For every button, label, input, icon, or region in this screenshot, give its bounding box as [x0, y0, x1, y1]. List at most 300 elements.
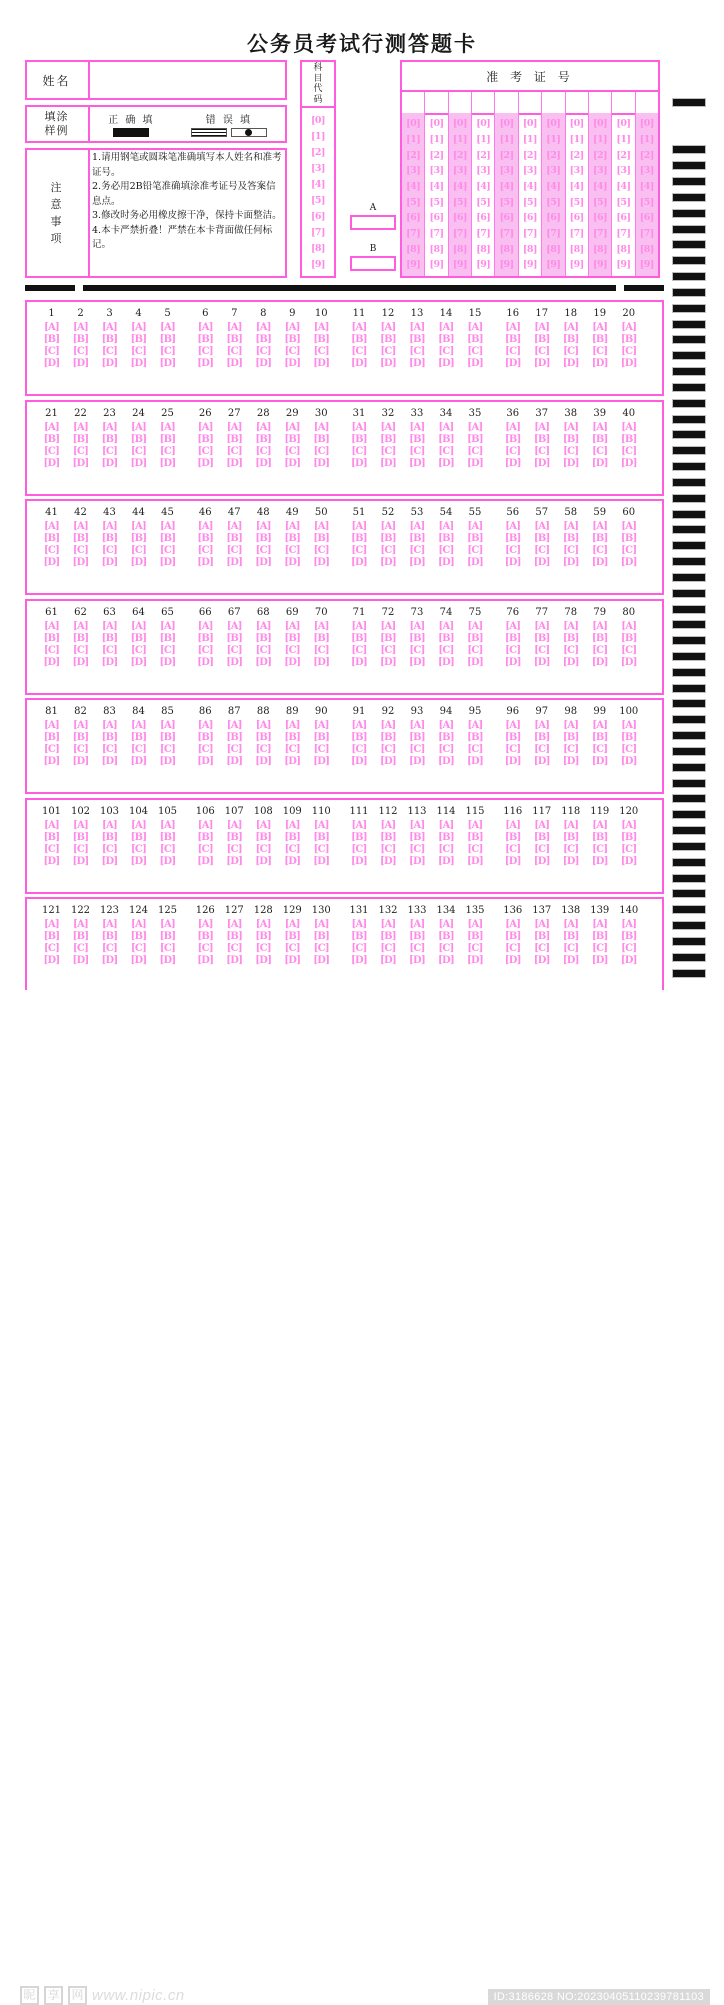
answer-bubble[interactable]: [C]: [130, 346, 147, 357]
subject-code-bubble[interactable]: [2]: [310, 147, 326, 159]
answer-bubble[interactable]: [B]: [130, 632, 147, 644]
answer-bubble[interactable]: [A]: [255, 620, 271, 632]
answer-bubble[interactable]: [C]: [592, 943, 608, 954]
answer-bubble[interactable]: [C]: [72, 744, 89, 755]
answer-bubble[interactable]: [D]: [159, 756, 176, 767]
answer-bubble[interactable]: [B]: [504, 533, 521, 544]
answer-bubble[interactable]: [B]: [43, 533, 60, 544]
answer-bubble[interactable]: [C]: [563, 843, 579, 855]
answer-bubble[interactable]: [B]: [409, 632, 425, 644]
answer-bubble[interactable]: [A]: [621, 819, 637, 831]
exam-number-bubble[interactable]: [0]: [569, 118, 584, 130]
answer-bubble[interactable]: [D]: [313, 557, 330, 568]
exam-number-write-cell[interactable]: [566, 92, 588, 113]
exam-number-bubble[interactable]: [1]: [616, 133, 631, 145]
exam-number-bubble-column[interactable]: [566, 113, 588, 276]
answer-bubble[interactable]: [A]: [284, 819, 300, 831]
answer-bubble[interactable]: [B]: [72, 632, 89, 644]
answer-bubble[interactable]: [D]: [43, 457, 60, 469]
answer-bubble[interactable]: [B]: [197, 632, 214, 644]
exam-number-bubble[interactable]: [5]: [429, 196, 444, 208]
exam-number-bubble[interactable]: [4]: [593, 180, 608, 192]
exam-number-bubble[interactable]: [3]: [593, 165, 608, 177]
answer-bubble[interactable]: [C]: [534, 445, 550, 457]
answer-bubble[interactable]: [A]: [592, 521, 608, 532]
answer-bubble[interactable]: [B]: [504, 931, 521, 942]
answer-bubble[interactable]: [C]: [255, 943, 271, 954]
answer-bubble[interactable]: [B]: [591, 831, 608, 843]
answer-bubble[interactable]: [C]: [72, 445, 89, 457]
answer-bubble[interactable]: [A]: [438, 919, 454, 930]
answer-bubble[interactable]: [B]: [101, 831, 118, 843]
answer-bubble[interactable]: [A]: [130, 620, 147, 632]
answer-bubble[interactable]: [B]: [159, 433, 176, 445]
answer-bubble[interactable]: [B]: [620, 831, 637, 843]
answer-bubble[interactable]: [C]: [534, 346, 550, 357]
exam-number-bubble[interactable]: [5]: [499, 196, 514, 208]
answer-bubble[interactable]: [B]: [284, 732, 301, 743]
answer-bubble[interactable]: [D]: [101, 457, 118, 469]
answer-bubble[interactable]: [C]: [592, 445, 608, 457]
answer-bubble[interactable]: [C]: [226, 843, 242, 855]
answer-bubble[interactable]: [C]: [101, 943, 118, 954]
answer-bubble[interactable]: [C]: [534, 843, 550, 855]
answer-bubble[interactable]: [D]: [620, 756, 637, 767]
answer-bubble[interactable]: [A]: [226, 421, 242, 433]
exam-number-bubble[interactable]: [7]: [452, 227, 467, 239]
exam-number-bubble[interactable]: [8]: [499, 243, 514, 255]
answer-bubble[interactable]: [B]: [438, 433, 454, 445]
answer-bubble[interactable]: [D]: [72, 457, 89, 469]
exam-number-bubble[interactable]: [2]: [499, 149, 514, 161]
exam-number-bubble[interactable]: [5]: [452, 196, 467, 208]
answer-bubble[interactable]: [B]: [467, 732, 483, 743]
answer-bubble[interactable]: [A]: [72, 421, 89, 433]
answer-bubble[interactable]: [B]: [562, 334, 579, 345]
answer-bubble[interactable]: [B]: [226, 433, 243, 445]
answer-bubble[interactable]: [D]: [313, 656, 330, 668]
answer-bubble[interactable]: [B]: [467, 931, 483, 942]
exam-number-bubble[interactable]: [3]: [522, 165, 538, 177]
answer-bubble[interactable]: [C]: [43, 445, 60, 457]
answer-bubble[interactable]: [B]: [130, 831, 147, 843]
answer-bubble[interactable]: [B]: [562, 433, 579, 445]
answer-bubble[interactable]: [C]: [313, 943, 329, 954]
answer-bubble[interactable]: [D]: [284, 358, 301, 369]
exam-number-bubble[interactable]: [7]: [522, 227, 538, 239]
answer-bubble[interactable]: [A]: [505, 919, 521, 930]
answer-bubble[interactable]: [C]: [467, 445, 483, 457]
answer-bubble[interactable]: [B]: [562, 931, 579, 942]
answer-bubble[interactable]: [D]: [350, 557, 368, 568]
answer-bubble[interactable]: [A]: [351, 421, 367, 433]
answer-bubble[interactable]: [B]: [409, 732, 425, 743]
subject-code-bubble[interactable]: [5]: [310, 195, 326, 207]
answer-bubble[interactable]: [C]: [284, 644, 300, 656]
answer-bubble[interactable]: [D]: [562, 557, 579, 568]
answer-bubble[interactable]: [C]: [621, 346, 637, 357]
exam-number-bubble[interactable]: [3]: [616, 165, 631, 177]
answer-bubble[interactable]: [D]: [466, 855, 484, 867]
answer-bubble[interactable]: [A]: [255, 720, 271, 731]
answer-bubble[interactable]: [B]: [43, 433, 60, 445]
answer-bubble[interactable]: [A]: [313, 919, 329, 930]
exam-number-write-cell[interactable]: [519, 92, 541, 113]
answer-bubble[interactable]: [D]: [72, 855, 89, 867]
answer-bubble[interactable]: [B]: [380, 433, 396, 445]
answer-bubble[interactable]: [B]: [591, 732, 608, 743]
answer-bubble[interactable]: [C]: [43, 346, 60, 357]
answer-bubble[interactable]: [C]: [313, 346, 329, 357]
answer-bubble[interactable]: [C]: [409, 346, 425, 357]
answer-bubble[interactable]: [A]: [409, 919, 425, 930]
answer-bubble[interactable]: [B]: [591, 433, 608, 445]
answer-bubble[interactable]: [A]: [255, 919, 271, 930]
exam-number-bubble[interactable]: [9]: [406, 259, 421, 271]
answer-bubble[interactable]: [D]: [313, 855, 330, 867]
answer-bubble[interactable]: [C]: [43, 943, 60, 954]
answer-bubble[interactable]: [A]: [226, 919, 242, 930]
answer-bubble[interactable]: [C]: [621, 943, 637, 954]
answer-bubble[interactable]: [A]: [438, 819, 454, 831]
answer-bubble[interactable]: [D]: [43, 855, 60, 867]
answer-bubble[interactable]: [B]: [351, 831, 367, 843]
exam-number-bubble[interactable]: [2]: [546, 149, 561, 161]
answer-bubble[interactable]: [B]: [130, 533, 147, 544]
answer-bubble[interactable]: [D]: [533, 756, 550, 767]
exam-number-column[interactable]: [542, 92, 565, 276]
answer-bubble[interactable]: [C]: [505, 744, 521, 755]
exam-number-bubble[interactable]: [4]: [616, 180, 631, 192]
exam-number-bubble[interactable]: [9]: [616, 259, 631, 271]
answer-bubble[interactable]: [A]: [43, 322, 60, 333]
answer-bubble[interactable]: [D]: [101, 656, 118, 668]
answer-bubble[interactable]: [D]: [562, 855, 579, 867]
answer-bubble[interactable]: [B]: [313, 931, 330, 942]
answer-bubble[interactable]: [C]: [563, 545, 579, 556]
answer-bubble[interactable]: [A]: [226, 322, 242, 333]
answer-bubble[interactable]: [A]: [505, 521, 521, 532]
field-a-input[interactable]: [350, 215, 396, 230]
answer-bubble[interactable]: [B]: [72, 433, 89, 445]
answer-bubble[interactable]: [B]: [43, 334, 60, 345]
answer-bubble[interactable]: [D]: [284, 457, 301, 469]
answer-bubble[interactable]: [A]: [284, 919, 300, 930]
answer-bubble[interactable]: [D]: [226, 955, 243, 966]
answer-bubble[interactable]: [D]: [313, 955, 330, 966]
answer-bubble[interactable]: [D]: [197, 756, 214, 767]
answer-bubble[interactable]: [D]: [437, 656, 455, 668]
answer-bubble[interactable]: [C]: [284, 843, 300, 855]
answer-bubble[interactable]: [D]: [197, 955, 214, 966]
answer-bubble[interactable]: [A]: [380, 322, 396, 333]
answer-bubble[interactable]: [B]: [130, 931, 147, 942]
answer-bubble[interactable]: [B]: [533, 632, 550, 644]
answer-bubble[interactable]: [C]: [438, 744, 454, 755]
answer-bubble[interactable]: [B]: [504, 632, 521, 644]
answer-bubble[interactable]: [D]: [197, 457, 214, 469]
answer-bubble[interactable]: [A]: [467, 521, 483, 532]
answer-bubble[interactable]: [A]: [563, 421, 579, 433]
answer-bubble[interactable]: [A]: [505, 819, 521, 831]
answer-bubble[interactable]: [B]: [409, 433, 425, 445]
exam-number-bubble[interactable]: [0]: [429, 118, 444, 130]
answer-bubble[interactable]: [D]: [284, 855, 301, 867]
answer-bubble[interactable]: [D]: [226, 855, 243, 867]
exam-number-bubble[interactable]: [5]: [593, 196, 608, 208]
answer-bubble[interactable]: [D]: [620, 855, 637, 867]
exam-number-bubble[interactable]: [0]: [452, 118, 467, 130]
exam-number-bubble[interactable]: [6]: [616, 212, 631, 224]
answer-bubble[interactable]: [D]: [159, 855, 176, 867]
exam-number-column[interactable]: [425, 92, 448, 276]
answer-bubble[interactable]: [A]: [226, 620, 242, 632]
answer-bubble[interactable]: [D]: [591, 656, 608, 668]
answer-bubble[interactable]: [C]: [505, 843, 521, 855]
exam-number-bubble[interactable]: [9]: [639, 259, 654, 271]
exam-number-bubble[interactable]: [6]: [429, 212, 444, 224]
answer-bubble[interactable]: [C]: [563, 445, 579, 457]
answer-bubble[interactable]: [C]: [467, 843, 483, 855]
answer-bubble[interactable]: [A]: [592, 322, 608, 333]
exam-number-column[interactable]: [495, 92, 518, 276]
answer-bubble[interactable]: [A]: [505, 421, 521, 433]
exam-number-bubble[interactable]: [3]: [499, 165, 514, 177]
exam-number-bubble-column[interactable]: [495, 113, 517, 276]
answer-bubble[interactable]: [A]: [467, 421, 483, 433]
answer-bubble[interactable]: [D]: [379, 955, 397, 966]
answer-bubble[interactable]: [D]: [504, 358, 521, 369]
answer-bubble[interactable]: [A]: [43, 521, 60, 532]
exam-number-bubble[interactable]: [7]: [429, 227, 444, 239]
answer-bubble[interactable]: [D]: [591, 855, 608, 867]
exam-number-bubble[interactable]: [3]: [546, 165, 561, 177]
exam-number-bubble[interactable]: [7]: [639, 227, 654, 239]
answer-bubble[interactable]: [C]: [284, 346, 300, 357]
answer-bubble[interactable]: [D]: [255, 955, 272, 966]
answer-bubble[interactable]: [B]: [438, 732, 454, 743]
exam-number-bubble-column[interactable]: [612, 113, 634, 276]
answer-bubble[interactable]: [A]: [534, 421, 550, 433]
answer-bubble[interactable]: [A]: [72, 521, 89, 532]
answer-bubble[interactable]: [C]: [409, 943, 425, 954]
answer-bubble[interactable]: [C]: [592, 744, 608, 755]
answer-bubble[interactable]: [C]: [43, 843, 60, 855]
exam-number-bubble[interactable]: [6]: [406, 212, 421, 224]
exam-number-column[interactable]: [566, 92, 589, 276]
answer-bubble[interactable]: [C]: [467, 644, 483, 656]
answer-bubble[interactable]: [D]: [350, 358, 368, 369]
answer-bubble[interactable]: [B]: [43, 632, 60, 644]
answer-bubble[interactable]: [C]: [159, 445, 176, 457]
subject-code-bubble[interactable]: [3]: [310, 163, 326, 175]
answer-bubble[interactable]: [B]: [255, 433, 272, 445]
answer-bubble[interactable]: [C]: [351, 445, 367, 457]
answer-bubble[interactable]: [D]: [437, 457, 455, 469]
answer-bubble[interactable]: [A]: [380, 521, 396, 532]
answer-bubble[interactable]: [D]: [504, 855, 521, 867]
answer-bubble[interactable]: [C]: [313, 445, 329, 457]
answer-bubble[interactable]: [C]: [438, 445, 454, 457]
answer-bubble[interactable]: [B]: [467, 334, 483, 345]
answer-bubble[interactable]: [C]: [101, 644, 118, 656]
answer-bubble[interactable]: [B]: [438, 533, 454, 544]
answer-bubble[interactable]: [B]: [284, 533, 301, 544]
answer-bubble[interactable]: [A]: [438, 720, 454, 731]
answer-bubble[interactable]: [D]: [437, 756, 455, 767]
answer-bubble[interactable]: [C]: [467, 545, 483, 556]
answer-bubble[interactable]: [A]: [159, 521, 176, 532]
answer-bubble[interactable]: [C]: [72, 843, 89, 855]
exam-number-bubble[interactable]: [8]: [406, 243, 421, 255]
answer-bubble[interactable]: [B]: [504, 732, 521, 743]
answer-bubble[interactable]: [C]: [197, 843, 213, 855]
answer-bubble[interactable]: [A]: [621, 421, 637, 433]
answer-bubble[interactable]: [C]: [130, 545, 147, 556]
answer-bubble[interactable]: [C]: [313, 744, 329, 755]
exam-number-bubble-column[interactable]: [402, 113, 424, 276]
answer-bubble[interactable]: [A]: [313, 421, 329, 433]
answer-bubble[interactable]: [B]: [438, 931, 454, 942]
exam-number-bubble[interactable]: [3]: [429, 165, 444, 177]
answer-bubble[interactable]: [A]: [159, 421, 176, 433]
answer-bubble[interactable]: [D]: [72, 756, 89, 767]
answer-bubble[interactable]: [D]: [562, 656, 579, 668]
answer-bubble[interactable]: [A]: [467, 819, 483, 831]
answer-bubble[interactable]: [D]: [437, 557, 455, 568]
name-input[interactable]: [94, 60, 282, 100]
answer-bubble[interactable]: [C]: [130, 843, 147, 855]
exam-number-bubble-column[interactable]: [425, 113, 447, 276]
answer-bubble[interactable]: [A]: [534, 720, 550, 731]
answer-bubble[interactable]: [B]: [226, 732, 243, 743]
exam-number-bubble[interactable]: [6]: [569, 212, 584, 224]
answer-bubble[interactable]: [A]: [101, 620, 118, 632]
answer-bubble[interactable]: [B]: [226, 533, 243, 544]
answer-bubble[interactable]: [C]: [43, 744, 60, 755]
answer-bubble[interactable]: [D]: [408, 358, 426, 369]
answer-bubble[interactable]: [C]: [197, 943, 213, 954]
answer-bubble[interactable]: [D]: [101, 955, 118, 966]
answer-bubble[interactable]: [B]: [620, 433, 637, 445]
answer-bubble[interactable]: [A]: [197, 322, 213, 333]
answer-bubble[interactable]: [A]: [621, 521, 637, 532]
answer-bubble[interactable]: [B]: [43, 732, 60, 743]
exam-number-column[interactable]: [636, 92, 658, 276]
subject-code-bubble[interactable]: [4]: [310, 179, 326, 191]
answer-bubble[interactable]: [B]: [255, 533, 272, 544]
answer-bubble[interactable]: [A]: [255, 819, 271, 831]
answer-bubble[interactable]: [B]: [226, 632, 243, 644]
answer-bubble[interactable]: [A]: [101, 720, 118, 731]
answer-bubble[interactable]: [A]: [159, 919, 176, 930]
answer-bubble[interactable]: [B]: [313, 533, 330, 544]
answer-bubble[interactable]: [C]: [380, 843, 396, 855]
answer-bubble[interactable]: [B]: [504, 831, 521, 843]
exam-number-bubble[interactable]: [2]: [452, 149, 467, 161]
answer-bubble[interactable]: [D]: [313, 756, 330, 767]
answer-bubble[interactable]: [D]: [284, 955, 301, 966]
answer-bubble[interactable]: [B]: [72, 831, 89, 843]
answer-bubble[interactable]: [B]: [351, 533, 367, 544]
answer-bubble[interactable]: [A]: [592, 421, 608, 433]
answer-bubble[interactable]: [C]: [226, 943, 242, 954]
answer-bubble[interactable]: [C]: [409, 644, 425, 656]
answer-bubble[interactable]: [B]: [591, 334, 608, 345]
exam-number-bubble[interactable]: [6]: [499, 212, 514, 224]
answer-bubble[interactable]: [D]: [159, 557, 176, 568]
answer-bubble[interactable]: [B]: [467, 831, 483, 843]
answer-bubble[interactable]: [D]: [591, 457, 608, 469]
answer-bubble[interactable]: [C]: [534, 644, 550, 656]
exam-number-bubble[interactable]: [3]: [476, 165, 491, 177]
answer-bubble[interactable]: [C]: [226, 445, 242, 457]
answer-bubble[interactable]: [A]: [284, 421, 300, 433]
answer-bubble[interactable]: [D]: [255, 855, 272, 867]
answer-bubble[interactable]: [C]: [592, 545, 608, 556]
exam-number-bubble[interactable]: [1]: [406, 133, 421, 145]
answer-bubble[interactable]: [D]: [43, 358, 60, 369]
answer-bubble[interactable]: [B]: [159, 533, 176, 544]
answer-bubble[interactable]: [A]: [130, 521, 147, 532]
answer-bubble[interactable]: [C]: [438, 843, 454, 855]
answer-bubble[interactable]: [C]: [159, 644, 176, 656]
exam-number-bubble[interactable]: [2]: [429, 149, 444, 161]
answer-bubble[interactable]: [D]: [466, 457, 484, 469]
answer-bubble[interactable]: [D]: [504, 557, 521, 568]
answer-bubble[interactable]: [A]: [534, 322, 550, 333]
answer-bubble[interactable]: [B]: [562, 632, 579, 644]
answer-bubble[interactable]: [D]: [43, 656, 60, 668]
answer-bubble[interactable]: [C]: [159, 843, 176, 855]
exam-number-bubble-column[interactable]: [589, 113, 611, 276]
answer-bubble[interactable]: [B]: [533, 831, 550, 843]
exam-number-bubble[interactable]: [8]: [546, 243, 561, 255]
answer-bubble[interactable]: [D]: [197, 358, 214, 369]
answer-bubble[interactable]: [A]: [130, 819, 147, 831]
answer-bubble[interactable]: [A]: [313, 620, 329, 632]
answer-bubble[interactable]: [D]: [533, 955, 550, 966]
answer-bubble[interactable]: [B]: [504, 334, 521, 345]
answer-bubble[interactable]: [C]: [255, 545, 271, 556]
answer-bubble[interactable]: [A]: [351, 521, 367, 532]
answer-bubble[interactable]: [A]: [592, 620, 608, 632]
answer-bubble[interactable]: [D]: [130, 656, 147, 668]
answer-bubble[interactable]: [D]: [466, 756, 484, 767]
answer-bubble[interactable]: [D]: [130, 557, 147, 568]
answer-bubble[interactable]: [C]: [255, 644, 271, 656]
answer-bubble[interactable]: [B]: [226, 831, 243, 843]
answer-bubble[interactable]: [D]: [130, 457, 147, 469]
answer-bubble[interactable]: [D]: [466, 358, 484, 369]
answer-bubble[interactable]: [B]: [313, 831, 330, 843]
exam-number-column[interactable]: [589, 92, 612, 276]
answer-bubble[interactable]: [B]: [533, 732, 550, 743]
answer-bubble[interactable]: [A]: [563, 521, 579, 532]
answer-bubble[interactable]: [A]: [226, 720, 242, 731]
answer-bubble[interactable]: [D]: [562, 756, 579, 767]
answer-bubble[interactable]: [D]: [284, 656, 301, 668]
answer-bubble[interactable]: [C]: [130, 943, 147, 954]
exam-number-bubble[interactable]: [0]: [593, 118, 608, 130]
answer-bubble[interactable]: [D]: [504, 756, 521, 767]
answer-bubble[interactable]: [A]: [72, 720, 89, 731]
exam-number-bubble[interactable]: [9]: [546, 259, 561, 271]
answer-bubble[interactable]: [C]: [534, 545, 550, 556]
answer-bubble[interactable]: [C]: [351, 744, 367, 755]
answer-bubble[interactable]: [C]: [226, 545, 242, 556]
answer-bubble[interactable]: [B]: [380, 831, 396, 843]
